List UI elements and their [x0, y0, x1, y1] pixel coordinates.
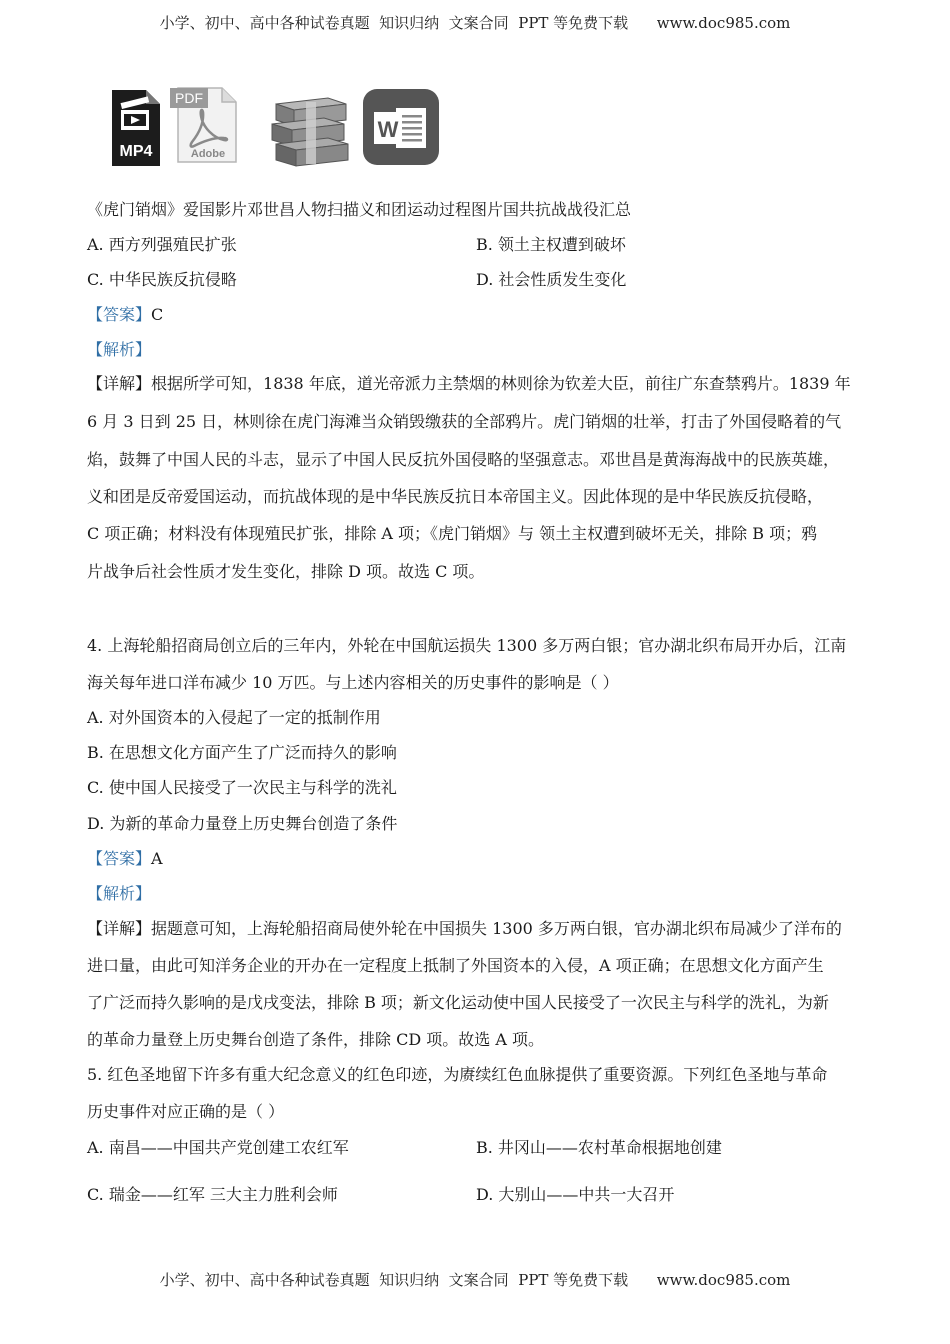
q4-detail-line: 的革命力量登上历史舞台创造了条件，排除 CD 项。故选 A 项。: [87, 1030, 544, 1049]
q3-detail-text: 根据所学可知，1838 年底，道光帝派力主禁烟的林则徐为钦差大臣，前往广东查禁鸦片。1839 年: [151, 374, 851, 393]
mp4-label: MP4: [119, 143, 153, 160]
analysis-tag: 【解析】: [87, 884, 152, 903]
q4-option-b: B. 在思想文化方面产生了广泛而持久的影响: [87, 743, 397, 762]
q5-option-c: C. 瑞金——红军 三大主力胜利会师: [87, 1185, 338, 1204]
q3-detail-line: C 项正确；材料没有体现殖民扩张，排除 A 项；《虎门销烟》与 领土主权遭到破坏无关，排除 B 项；鸦: [87, 524, 818, 543]
q4-stem-line: 4. 上海轮船招商局创立后的三年内，外轮在中国航运损失 1300 多万两白银；官办湖北织布局开办后，江南: [87, 636, 847, 655]
pdf-file-icon: [170, 82, 242, 170]
word-label: W: [377, 117, 399, 142]
detail-tag: 【详解】: [87, 374, 152, 393]
q4-detail-line: 了广泛而持久影响的是戊戌变法，排除 B 项；新文化运动使中国人民接受了一次民主与科学的洗礼，为新: [87, 993, 829, 1012]
q4-detail-text: 据题意可知，上海轮船招商局使外轮在中国损失 1300 多万两白银，官办湖北织布局减少了洋布的: [151, 919, 842, 938]
analysis-tag: 【解析】: [87, 340, 152, 359]
pdf-label: PDF: [175, 90, 203, 106]
adobe-label: Adobe: [190, 148, 226, 160]
q3-detail-line: 义和团是反帝爱国运动，而抗战体现的是中华民族反抗日本帝国主义。因此体现的是中华民族反抗侵略，: [87, 487, 824, 506]
mp4-file-icon: [110, 88, 162, 172]
answer-tag: 【答案】: [87, 849, 152, 868]
q4-answer: A: [151, 849, 163, 868]
page-footer: 小学、初中、高中各种试卷真题 知识归纳 文案合同 PPT 等免费下载 www.doc985.com: [159, 1271, 791, 1289]
q5-stem-line: 5. 红色圣地留下许多有重大纪念意义的红色印迹，为赓续红色血脉提供了重要资源。下列红色圣地与革命: [87, 1065, 828, 1084]
answer-tag: 【答案】: [87, 305, 152, 324]
page-header: 小学、初中、高中各种试卷真题 知识归纳 文案合同 PPT 等免费下载 www.doc985.com: [159, 14, 791, 32]
q3-detail-line: 6 月 3 日到 25 日，林则徐在虎门海滩当众销毁缴获的全部鸦片。虎门销烟的壮举，打击了外国侵略着的气: [87, 412, 842, 431]
q4-detail-line: [87, 919, 842, 939]
q4-option-c: C. 使中国人民接受了一次民主与科学的洗礼: [87, 778, 397, 797]
q3-option-a: A. 西方列强殖民扩张: [87, 235, 237, 254]
q3-detail-line: [87, 374, 851, 394]
q3-caption: 《虎门销烟》爱国影片邓世昌人物扫描义和团运动过程图片国共抗战战役汇总: [87, 200, 632, 219]
q3-detail-line: 焰，鼓舞了中国人民的斗志，显示了中国人民反抗外国侵略的坚强意志。邓世昌是黄海海战中的民族英雄，: [87, 450, 840, 469]
q3-answer-row: [87, 305, 163, 325]
q3-option-b: B. 领土主权遭到破坏: [476, 235, 626, 254]
q5-option-d: D. 大别山——中共一大召开: [476, 1185, 675, 1204]
q4-option-a: A. 对外国资本的入侵起了一定的抵制作用: [87, 708, 381, 727]
q5-option-a: A. 南昌——中国共产党创建工农红军: [87, 1138, 349, 1157]
q4-answer-row: [87, 849, 163, 869]
q3-option-c: C. 中华民族反抗侵略: [87, 270, 237, 289]
q5-option-b: B. 井冈山——农村革命根据地创建: [476, 1138, 722, 1157]
q3-detail-line: 片战争后社会性质才发生变化，排除 D 项。故选 C 项。: [87, 562, 485, 581]
q4-stem-line: 海关每年进口洋布减少 10 万匹。与上述内容相关的历史事件的影响是（ ）: [87, 673, 619, 692]
q4-detail-line: 进口量，由此可知洋务企业的开办在一定程度上抵制了外国资本的入侵，A 项正确；在思想文化方面产生: [87, 956, 824, 975]
q3-answer: C: [151, 305, 164, 324]
q3-option-d: D. 社会性质发生变化: [476, 270, 627, 289]
q5-stem-line: 历史事件对应正确的是（ ）: [87, 1102, 285, 1121]
detail-tag: 【详解】: [87, 919, 152, 938]
word-document-icon: [362, 88, 440, 170]
q4-option-d: D. 为新的革命力量登上历史舞台创造了条件: [87, 814, 398, 833]
archive-books-icon: [270, 96, 350, 172]
